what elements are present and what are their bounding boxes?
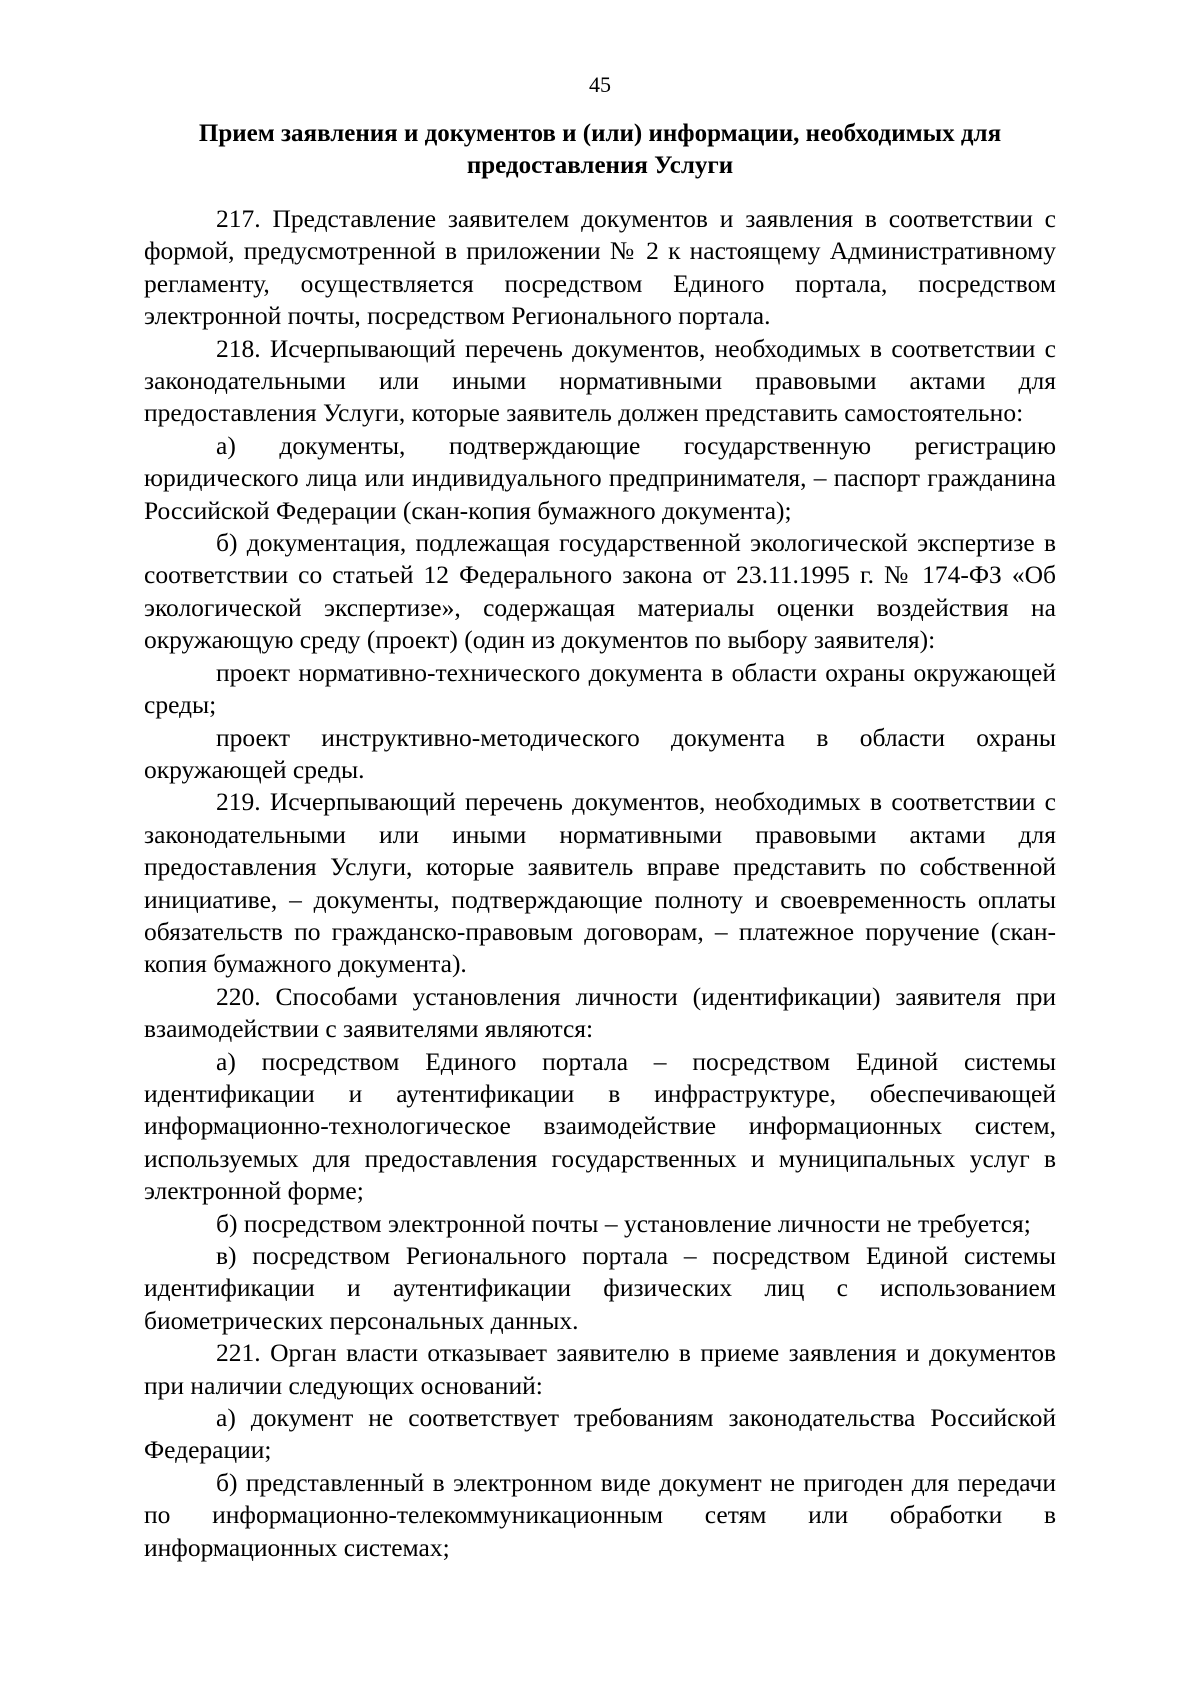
section-title: Прием заявления и документов и (или) информации, необходимых для предоставления Услуги xyxy=(198,120,1002,179)
paragraph-221: 221. Орган власти отказывает заявителю в приеме заявления и документов при наличии следующих оснований: xyxy=(144,1338,1056,1400)
paragraph-220-v: в) посредством Регионального портала – посредством Единой системы идентификации и аутентификации физических лиц с использованием биометрических персональных данных. xyxy=(144,1241,1056,1335)
paragraph-218-b: б) документация, подлежащая государственной экологической экспертизе в соответствии со статьей 12 Федерального закона от 23.11.1995 г. № 174-ФЗ «Об экологической экспертизе», содержащая материалы оценки воздействия на окружающую среду (проект) (один из документов по выбору заявителя): xyxy=(144,528,1056,655)
paragraph-221-b: б) представленный в электронном виде документ не пригоден для передачи по информационно-телекоммуникационным сетям или обработки в информационных системах; xyxy=(144,1467,1056,1562)
paragraph-219: 219. Исчерпывающий перечень документов, необходимых в соответствии с законодательными или иными нормативными правовыми актами для предоставления Услуги, которые заявитель вправе представить по собственной инициативе, – документы, подтверждающие полноту и своевременность оплаты обязательств по гражданско-правовым договорам, – платежное поручение (скан-копия бумажного документа). xyxy=(144,787,1056,979)
paragraph-220: 220. Способами установления личности (идентификации) заявителя при взаимодействии с заявителями являются: xyxy=(144,981,1056,1044)
paragraph-220-a: а) посредством Единого портала – посредством Единой системы идентификации и аутентификации в инфраструктуре, обеспечивающей информационно-технологическое взаимодействие информационных систем, используемых для предоставления государственных и муниципальных услуг в электронной форме; xyxy=(144,1046,1056,1206)
paragraph-218-b-1: проект нормативно-технического документа в области охраны окружающей среды; xyxy=(144,657,1056,720)
paragraph-217: 217. Представление заявителем документов и заявления в соответствии с формой, предусмотренной в приложении № 2 к настоящему Административному регламенту, осуществляется посредством Единого портала, посредством электронной почты, посредством Регионального портала. xyxy=(144,204,1056,331)
document-body xyxy=(144,203,1056,1564)
paragraph-221-a: а) документ не соответствует требованиям законодательства Российской Федерации; xyxy=(144,1403,1056,1465)
paragraph-218: 218. Исчерпывающий перечень документов, необходимых в соответствии с законодательными или иными нормативными правовыми актами для предоставления Услуги, которые заявитель должен представить самостоятельно: xyxy=(144,333,1056,428)
paragraph-218-a: а) документы, подтверждающие государственную регистрацию юридического лица или индивидуального предпринимателя, – паспорт гражданина Российской Федерации (скан-копия бумажного документа); xyxy=(144,430,1056,525)
page-number: 45 xyxy=(589,72,611,97)
paragraph-220-b: б) посредством электронной почты – установление личности не требуется; xyxy=(216,1208,1031,1238)
paragraph-218-b-2: проект инструктивно-методического документа в области охраны окружающей среды. xyxy=(144,722,1056,784)
